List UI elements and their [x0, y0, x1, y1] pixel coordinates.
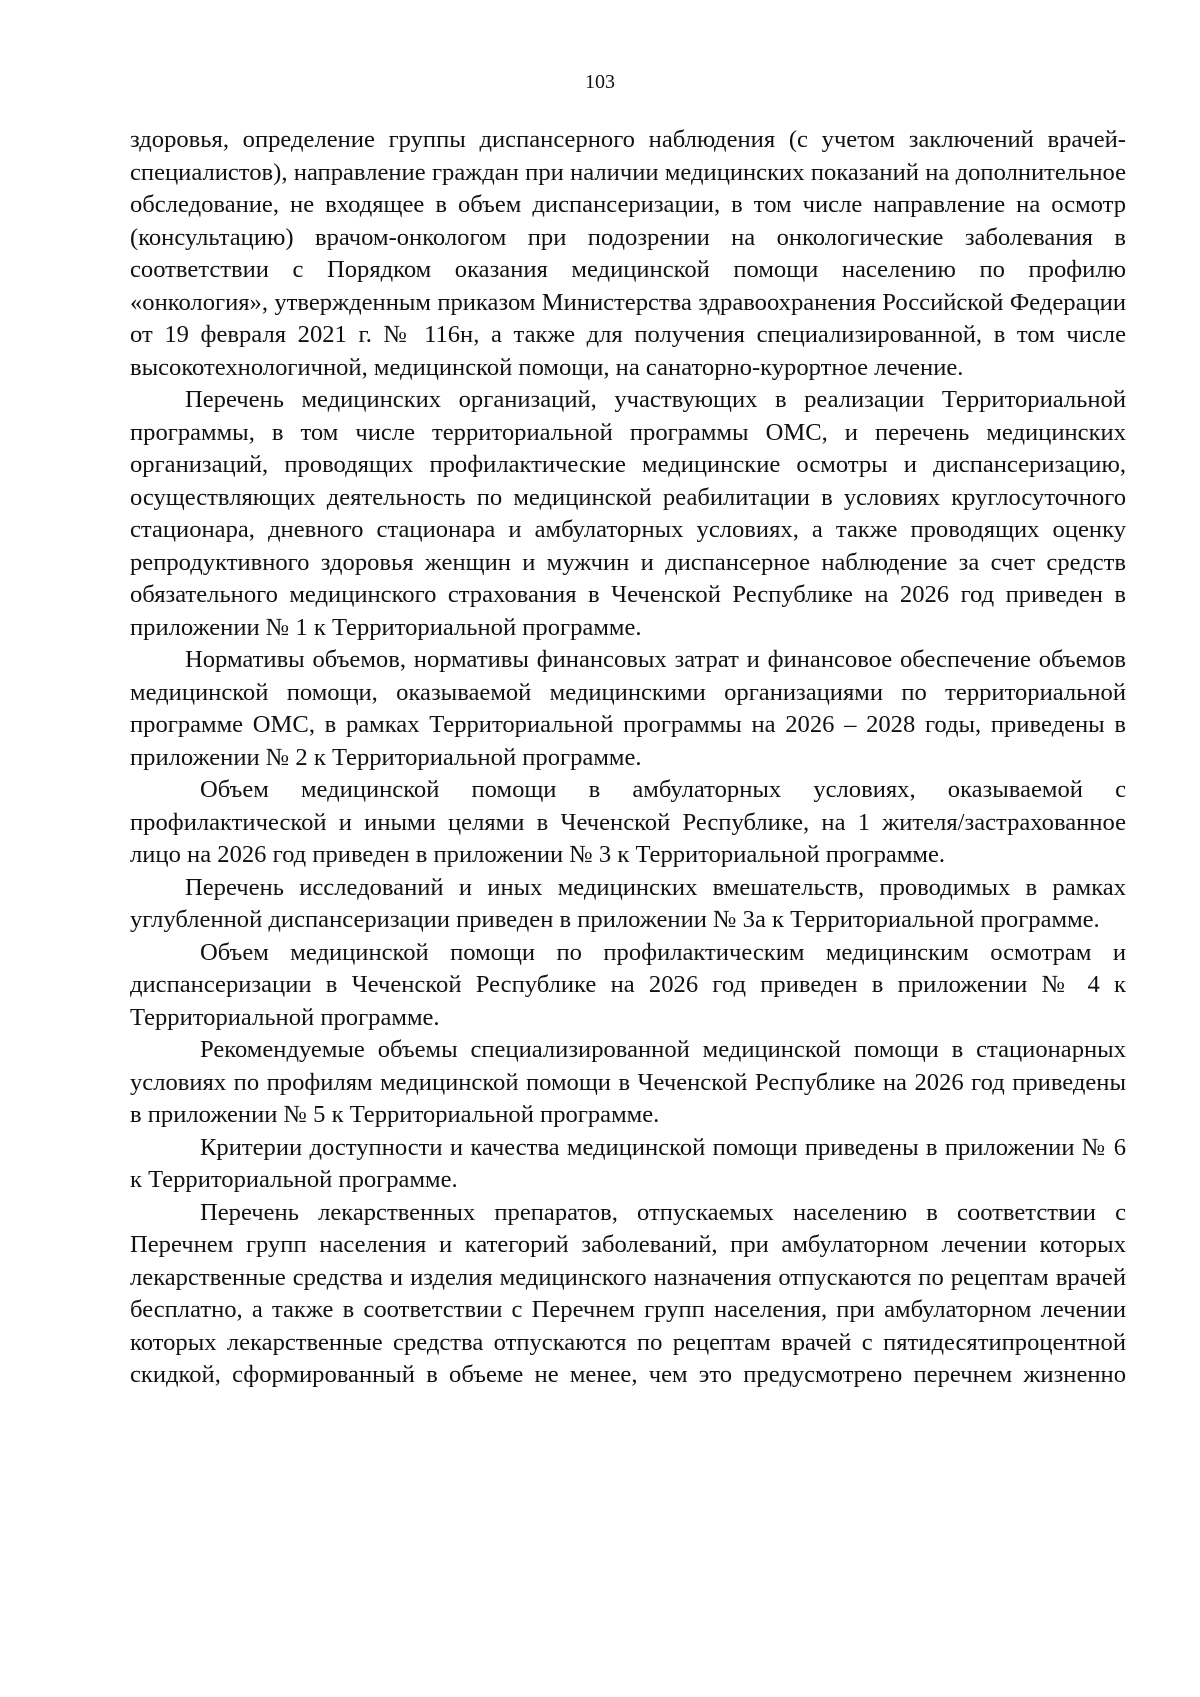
document-body	[130, 124, 1126, 1392]
paragraph-quality-criteria: Критерии доступности и качества медицинской помощи приведены в приложении № 6 к Территориальной программе.	[130, 1133, 1126, 1193]
page-number: 103	[585, 71, 615, 93]
paragraph-preventive-examinations: Объем медицинской помощи по профилактическим медицинским осмотрам и диспансеризации в Чеченской Республике на 2026 год приведен в приложении № 4 к Территориальной программе.	[130, 938, 1126, 1031]
paragraph-organizations-list: Перечень медицинских организаций, участвующих в реализации Территориальной программы, в том числе территориальной программы ОМС, и перечень медицинских организаций, проводящих профилактические медицинские осмотры и диспансеризацию, осуществляющих деятельность по медицинской реабилитации в условиях круглосуточного стационара, дневного стационара и амбулаторных условиях, а также проводящих оценку репродуктивного здоровья женщин и мужчин и диспансерное наблюдение за счет средств обязательного медицинского страхования в Чеченской Республике на 2026 год приведен в приложении № 1 к Территориальной программе.	[130, 386, 1126, 641]
paragraph-volume-norms: Нормативы объемов, нормативы финансовых затрат и финансовое обеспечение объемов медицинской помощи, оказываемой медицинскими организациями по территориальной программе ОМС, в рамках Территориальной программы на 2026 – 2028 годы, приведены в приложении № 2 к Территориальной программе.	[130, 646, 1126, 771]
paragraph-in-depth-examination: Перечень исследований и иных медицинских вмешательств, проводимых в рамках углубленной диспансеризации приведен в приложении № 3а к Территориальной программе.	[130, 873, 1126, 933]
paragraph-drug-list: Перечень лекарственных препаратов, отпускаемых населению в соответствии с Перечнем групп населения и категорий заболеваний, при амбулаторном лечении которых лекарственные средства и изделия медицинского назначения отпускаются по рецептам врачей бесплатно, а также в соответствии с Перечнем групп населения, при амбулаторном лечении которых лекарственные средства отпускаются по рецептам врачей с пятидесятипроцентной скидкой, сформированный в объеме не менее, чем это предусмотрено перечнем жизненно	[130, 1198, 1126, 1388]
paragraph-specialized-care-volume: Рекомендуемые объемы специализированной медицинской помощи в стационарных условиях по профилям медицинской помощи в Чеченской Республике на 2026 год приведены в приложении № 5 к Территориальной программе.	[130, 1036, 1126, 1128]
paragraph-ambulatory-volume: Объем медицинской помощи в амбулаторных условиях, оказываемой с профилактической и иными целями в Чеченской Республике, на 1 жителя/застрахованное лицо на 2026 год приведен в приложении № 3 к Территориальной программе.	[130, 776, 1126, 868]
paragraph-continuation: здоровья, определение группы диспансерного наблюдения (с учетом заключений врачей-специалистов), направление граждан при наличии медицинских показаний на дополнительное обследование, не входящее в объем диспансеризации, в том числе направление на осмотр (консультацию) врачом-онкологом при подозрении на онкологические заболевания в соответствии с Порядком оказания медицинской помощи населению по профилю «онкология», утвержденным приказом Министерства здравоохранения Российской Федерации от 19 февраля 2021 г. № 116н, а также для получения специализированной, в том числе высокотехнологичной, медицинской помощи, на санаторно-курортное лечение.	[130, 126, 1126, 381]
